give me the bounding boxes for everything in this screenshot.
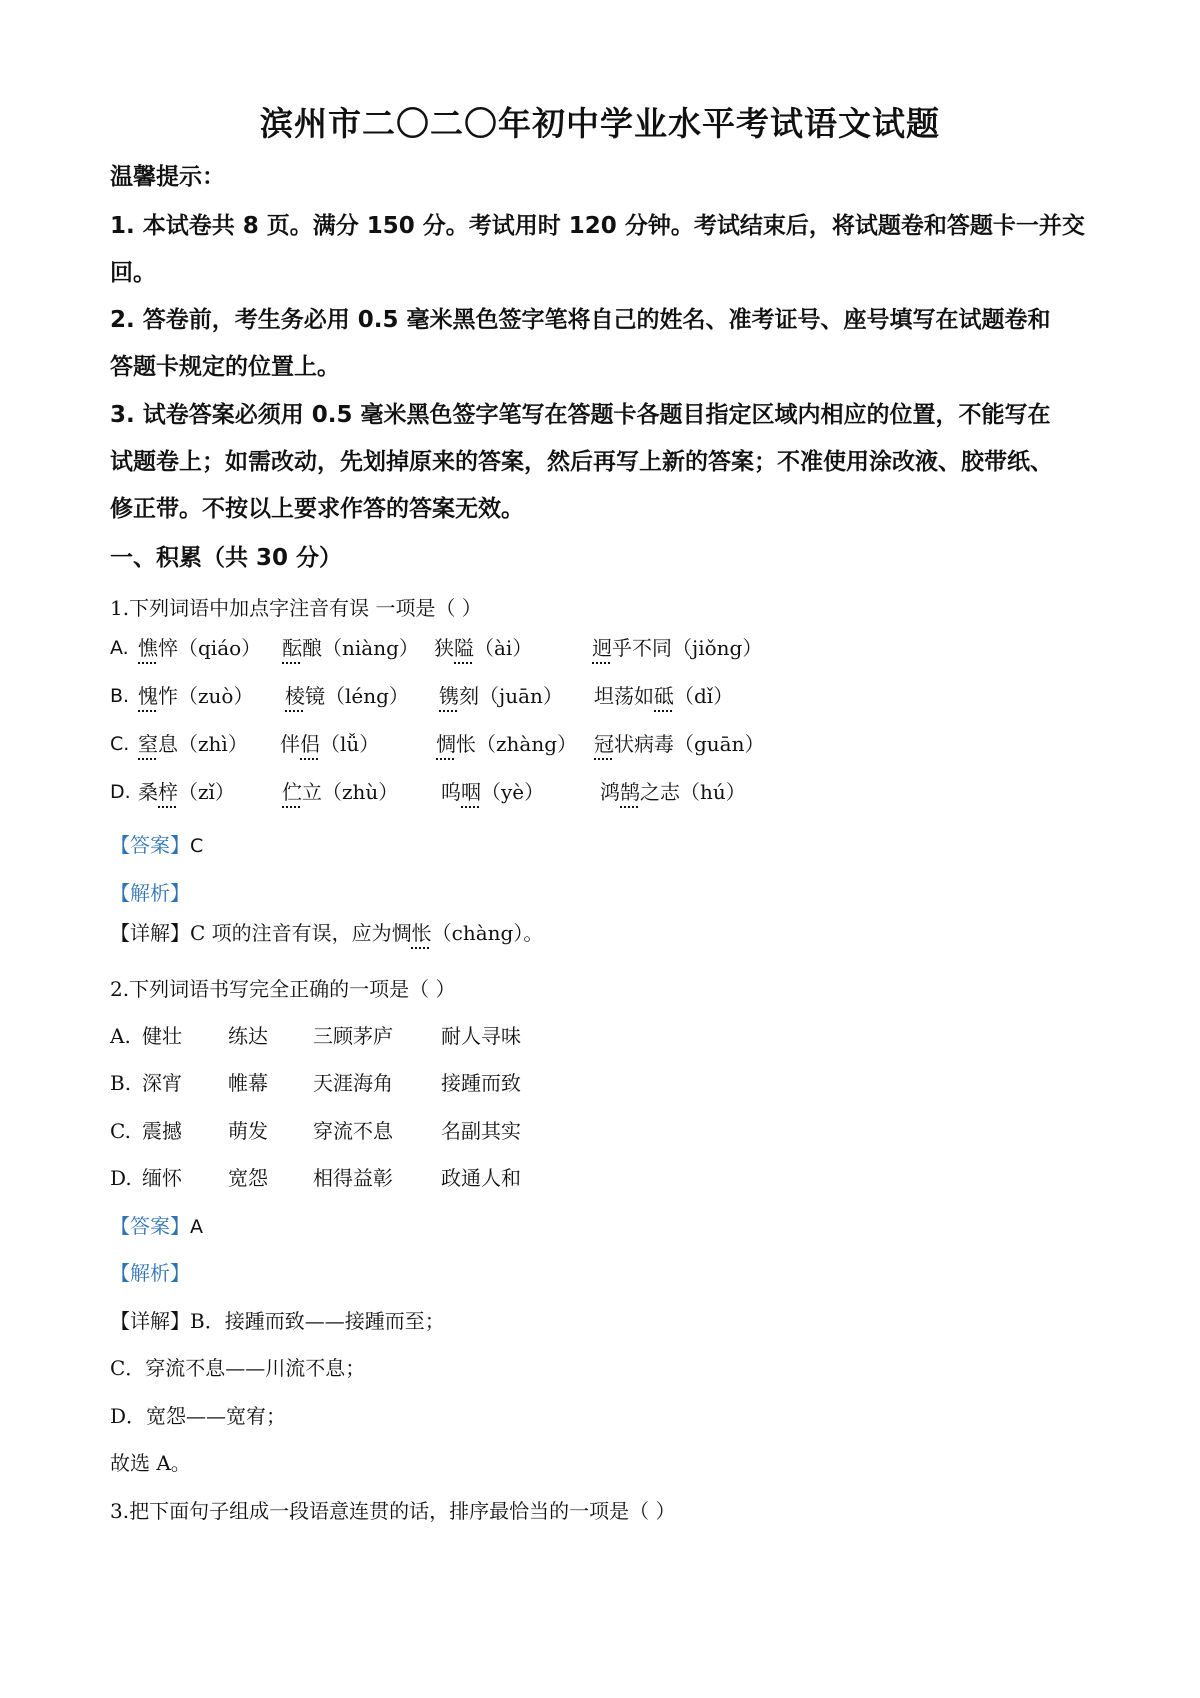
option-item: 健壮 bbox=[142, 1024, 182, 1048]
option-label: A. bbox=[110, 637, 129, 659]
option-item: 狭隘（ài） bbox=[434, 636, 533, 660]
option-item: 鸿鹄之志（hú） bbox=[600, 780, 746, 804]
option-label: D. bbox=[110, 781, 131, 803]
q2-detail: 【详解】B．接踵而致——接踵而至； bbox=[110, 1309, 445, 1333]
option-item: 棱镜（léng） bbox=[285, 684, 409, 708]
notice-line: 1. 本试卷共 8 页。满分 150 分。考试用时 120 分钟。考试结束后，将试题卷和答题卡一并交 bbox=[110, 213, 1085, 239]
notice-line: 回。 bbox=[110, 260, 156, 286]
option-item: 接踵而致 bbox=[441, 1071, 521, 1095]
option-label: B. bbox=[110, 685, 130, 707]
answer-value: C bbox=[190, 835, 204, 857]
option-item: 练达 bbox=[228, 1024, 268, 1048]
option-label: C. bbox=[110, 1119, 131, 1143]
option-item: 酝酿（niàng） bbox=[282, 636, 419, 660]
q2-detail: C．穿流不息——川流不息； bbox=[110, 1356, 366, 1380]
question-2-stem: 2.下列词语书写完全正确的一项是（ ） bbox=[110, 977, 456, 1001]
question-3-stem: 3.把下面句子组成一段语意连贯的话，排序最恰当的一项是（ ） bbox=[110, 1499, 676, 1523]
q2-analysis bbox=[110, 1258, 1110, 1288]
option-item: 耐人寻味 bbox=[441, 1024, 521, 1048]
question-1-stem: 1.下列词语中加点字注音有误 一项是（ ） bbox=[110, 596, 482, 620]
option-item: 天涯海角 bbox=[313, 1071, 393, 1095]
option-item: 三顾茅庐 bbox=[313, 1024, 393, 1048]
analysis-tag: 【解析】 bbox=[110, 881, 190, 905]
option-item: 震撼 bbox=[142, 1119, 182, 1143]
option-label: A. bbox=[110, 1024, 131, 1048]
answer-tag: 【答案】 bbox=[110, 833, 190, 857]
option-item: 迥乎不同（jiǒng） bbox=[592, 636, 763, 660]
option-item: 镌刻（juān） bbox=[439, 684, 563, 708]
notice-line: 试题卷上；如需改动，先划掉原来的答案，然后再写上新的答案；不准使用涂改液、胶带纸、 bbox=[110, 449, 1053, 475]
option-item: 名副其实 bbox=[441, 1119, 521, 1143]
notice-line: 答题卡规定的位置上。 bbox=[110, 354, 340, 380]
q2-detail: D．宽怨——宽宥； bbox=[110, 1404, 287, 1428]
option-item: 桑梓（zǐ） bbox=[138, 780, 235, 804]
option-item: 伴侣（lǚ） bbox=[280, 732, 380, 756]
q1-detail: 【详解】C 项的注音有误，应为惆怅（chàng）。 bbox=[110, 921, 544, 945]
notice-heading: 温馨提示： bbox=[110, 164, 225, 190]
option-item: 坦荡如砥（dǐ） bbox=[594, 684, 734, 708]
q1-answer bbox=[110, 830, 1110, 861]
option-item: 穿流不息 bbox=[313, 1119, 393, 1143]
option-item: 深宵 bbox=[142, 1071, 182, 1095]
q2-answer bbox=[110, 1211, 1110, 1242]
option-item: 呜咽（yè） bbox=[441, 780, 545, 804]
option-item: 惆怅（zhàng） bbox=[436, 732, 578, 756]
q2-detail: 故选 A。 bbox=[110, 1451, 191, 1475]
answer-value: A bbox=[190, 1216, 203, 1238]
option-label: C. bbox=[110, 733, 130, 755]
option-item: 缅怀 bbox=[142, 1166, 182, 1190]
option-item: 憔悴（qiáo） bbox=[138, 636, 262, 660]
q1-analysis bbox=[110, 878, 1110, 908]
option-label: D. bbox=[110, 1166, 132, 1190]
notice-line: 3. 试卷答案必须用 0.5 毫米黑色签字笔写在答题卡各题目指定区域内相应的位置，不能写在 bbox=[110, 402, 1051, 428]
option-item: 宽怨 bbox=[228, 1166, 268, 1190]
option-item: 窒息（zhì） bbox=[138, 732, 248, 756]
option-label: B. bbox=[110, 1071, 132, 1095]
section-heading: 一、积累（共 30 分） bbox=[110, 545, 343, 571]
notice-line: 修正带。不按以上要求作答的答案无效。 bbox=[110, 496, 524, 522]
option-item: 萌发 bbox=[228, 1119, 268, 1143]
page-title: 滨州市二〇二〇年初中学业水平考试语文试题 bbox=[260, 104, 940, 143]
analysis-tag: 【解析】 bbox=[110, 1261, 190, 1285]
option-item: 政通人和 bbox=[441, 1166, 521, 1190]
answer-tag: 【答案】 bbox=[110, 1214, 190, 1238]
option-item: 伫立（zhù） bbox=[282, 780, 399, 804]
option-item: 帷幕 bbox=[228, 1071, 268, 1095]
option-item: 相得益彰 bbox=[313, 1166, 393, 1190]
option-item: 冠状病毒（guān） bbox=[594, 732, 765, 756]
option-item: 愧怍（zuò） bbox=[138, 684, 254, 708]
notice-line: 2. 答卷前，考生务必用 0.5 毫米黑色签字笔将自己的姓名、准考证号、座号填写在试题卷和 bbox=[110, 307, 1051, 333]
